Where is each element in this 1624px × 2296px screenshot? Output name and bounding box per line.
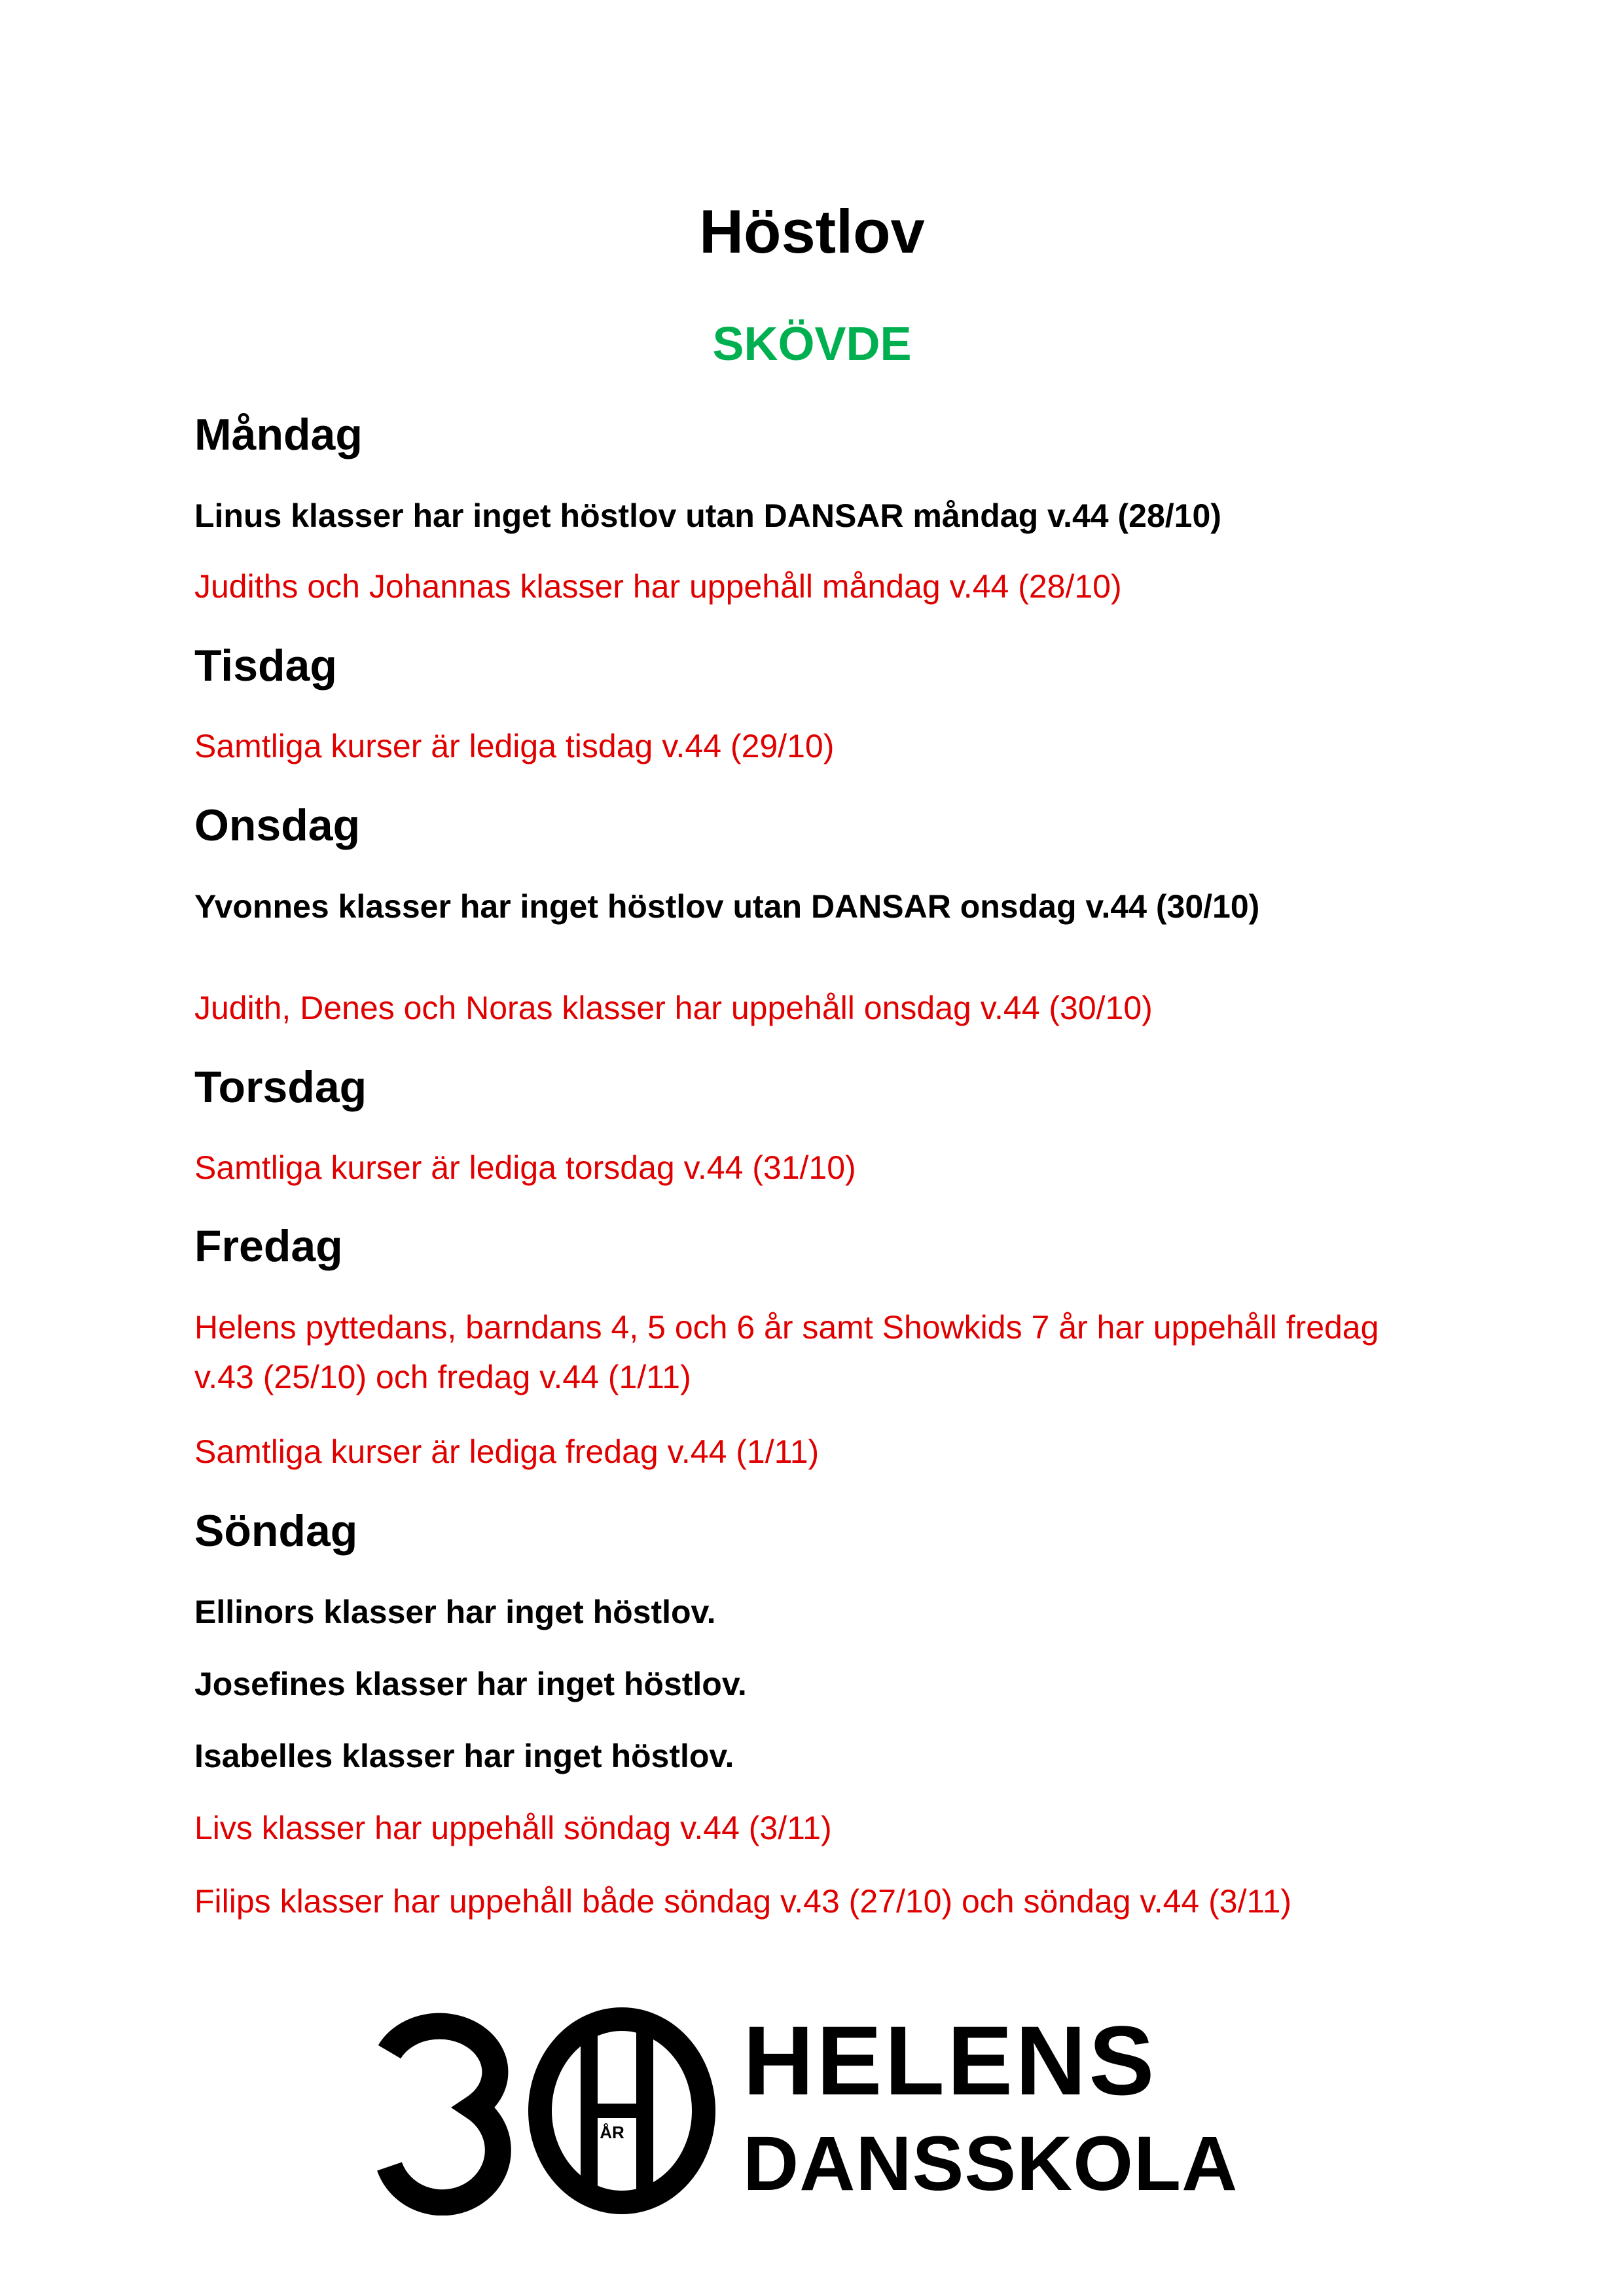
day-heading-fredag: Fredag <box>194 1221 343 1271</box>
day-heading-tisdag: Tisdag <box>194 641 337 691</box>
anniversary-30-mark <box>376 2006 743 2215</box>
notice-line: Judiths och Johannas klasser har uppehåll måndag v.44 (28/10) <box>194 568 1122 605</box>
logo-line2: DANSSKOLA <box>743 2121 1238 2207</box>
day-heading-onsdag: Onsdag <box>194 800 361 850</box>
notice-line: Linus klasser har inget höstlov utan DANSAR måndag v.44 (28/10) <box>194 497 1221 534</box>
day-heading-torsdag: Torsdag <box>194 1062 367 1112</box>
notice-line: Livs klasser har uppehåll söndag v.44 (3/11) <box>194 1810 832 1846</box>
notice-line: Ellinors klasser har inget höstlov. <box>194 1594 716 1630</box>
dance-school-logo <box>376 2006 1260 2215</box>
notice-line: Yvonnes klasser har inget höstlov utan DANSAR onsdag v.44 (30/10) <box>194 888 1260 925</box>
city-heading: SKÖVDE <box>712 318 912 370</box>
day-heading-mandag: Måndag <box>194 410 363 459</box>
logo-line1: HELENS <box>743 2005 1157 2115</box>
notice-line: Isabelles klasser har inget höstlov. <box>194 1738 734 1774</box>
logo-years-text: ÅR <box>600 2123 624 2142</box>
notice-line: Samtliga kurser är lediga torsdag v.44 (31/10) <box>194 1149 856 1186</box>
notice-line: Samtliga kurser är lediga tisdag v.44 (29/10) <box>194 728 835 764</box>
notice-line: Samtliga kurser är lediga fredag v.44 (1/11) <box>194 1433 820 1470</box>
page-title: Höstlov <box>699 197 925 266</box>
notice-line: Judith, Denes och Noras klasser har uppehåll onsdag v.44 (30/10) <box>194 990 1153 1026</box>
notice-line: Josefines klasser har inget höstlov. <box>194 1666 747 1702</box>
notice-line: Filips klasser har uppehåll både söndag v.43 (27/10) och söndag v.44 (3/11) <box>194 1883 1292 1920</box>
notice-line: Helens pyttedans, barndans 4, 5 och 6 år samt Showkids 7 år har uppehåll fredag v.43 (25/10) och fredag v.44 (1/11) <box>194 1309 1379 1395</box>
day-heading-sondag: Söndag <box>194 1506 358 1556</box>
